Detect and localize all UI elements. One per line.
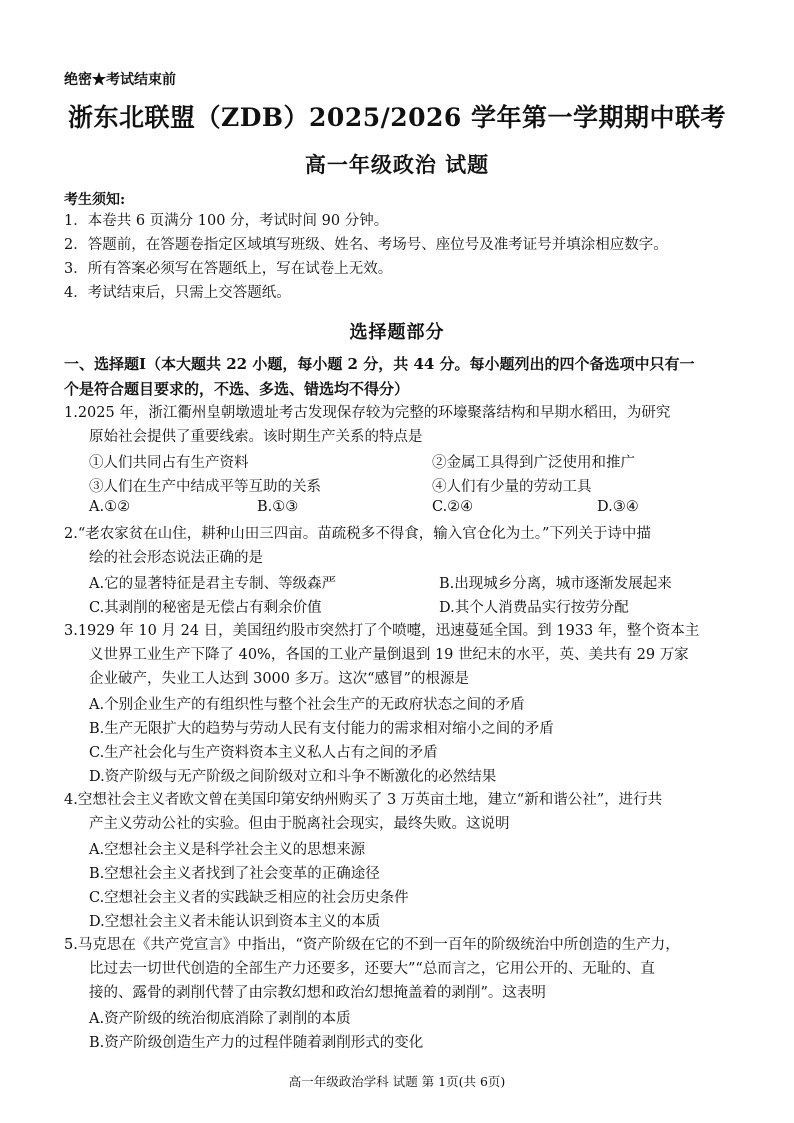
question-4-option-a: A.空想社会主义是科学社会主义的思想来源: [89, 842, 366, 858]
question-2-option-c: C.其剥削的秘密是无偿占有剩余价值: [89, 600, 322, 616]
question-3-option-b: B.生产无限扩大的趋势与劳动人民有支付能力的需求相对缩小之间的矛盾: [89, 721, 554, 737]
question-5-stem: 接的、露骨的剥削代替了由宗教幻想和政治幻想掩盖着的剥削”。这表明: [89, 985, 546, 1001]
question-3-stem: 义世界工业生产下降了 40%，各国的工业产量倒退到 19 世纪末的水平，英、美共有 29 万家: [89, 647, 689, 663]
question-3-stem: 企业破产，失业工人达到 3000 多万。这次“感冒”的根源是: [89, 671, 469, 687]
question-3-option-a: A.个别企业生产的有组织性与整个社会生产的无政府状态之间的矛盾: [89, 697, 525, 713]
question-1-statement: ③人们在生产中结成平等互助的关系: [89, 479, 321, 495]
question-1-statement: ④人们有少量的劳动工具: [432, 479, 592, 495]
question-3-stem: 3.1929 年 10 月 24 日，美国纽约股市突然打了个喷嚏，迅速蔓延全国。到 1933 年，整个资本主: [64, 623, 700, 639]
question-1-option-d: D.③④: [597, 499, 639, 515]
question-5-option-a: A.资产阶级的统治彻底消除了剥削的本质: [89, 1011, 351, 1027]
question-4-stem: 4.空想社会主义者欧文曾在美国印第安纳州购买了 3 万英亩土地，建立“新和谐公社”，进行共: [64, 792, 663, 808]
question-2-option-d: D.其个人消费品实行按劳分配: [439, 600, 629, 616]
question-1-option-c: C.②④: [432, 499, 474, 515]
question-4-option-d: D.空想社会主义者未能认识到资本主义的本质: [89, 914, 381, 930]
confidential-label: 绝密★考试结束前: [64, 72, 176, 88]
exam-subtitle: 高一年级政治 试题: [304, 152, 490, 177]
notice-item: 4．考试结束后，只需上交答题纸。: [64, 285, 291, 301]
notice-item: 1．本卷共 6 页满分 100 分，考试时间 90 分钟。: [64, 213, 389, 229]
question-4-stem: 产主义劳动公社的实验。但由于脱离社会现实，最终失败。这说明: [89, 816, 510, 832]
notice-heading: 考生须知:: [64, 192, 126, 208]
page-footer: 高一年级政治学科 试题 第 1页(共 6页): [288, 1074, 506, 1089]
question-1-option-b: B.①③: [257, 499, 299, 515]
question-3-option-d: D.资产阶级与无产阶级之间阶级对立和斗争不断激化的必然结果: [89, 769, 497, 785]
question-4-option-c: C.空想社会主义者的实践缺乏相应的社会历史条件: [89, 890, 409, 906]
question-2-option-b: B.出现城乡分离，城市逐渐发展起来: [439, 576, 672, 592]
notice-item: 2．答题前，在答题卷指定区域填写班级、姓名、考场号、座位号及准考证号并填涂相应数字。: [64, 237, 668, 253]
question-1-stem: 原始社会提供了重要线索。该时期生产关系的特点是: [89, 429, 423, 445]
part-heading-line: 个是符合题目要求的，不选、多选、错选均不得分）: [64, 380, 410, 398]
question-2-stem: 2.“老农家贫在山住，耕种山田三四亩。苗疏税多不得食，输入官仓化为土。”下列关于诗中描: [64, 526, 651, 542]
question-2-option-a: A.它的显著特征是君主专制、等级森严: [89, 576, 337, 592]
question-1-stem: 1.2025 年，浙江衢州皇朝墩遗址考古发现保存较为完整的环壕聚落结构和早期水稻田，为研究: [64, 405, 671, 421]
question-3-option-c: C.生产社会化与生产资料资本主义私人占有之间的矛盾: [89, 745, 438, 761]
question-1-statement: ②金属工具得到广泛使用和推广: [432, 455, 635, 471]
question-1-option-a: A.①②: [89, 499, 131, 515]
question-5-stem: 5.马克思在《共产党宣言》中指出，“资产阶级在它的不到一百年的阶级统治中所创造的生产力，: [64, 937, 680, 953]
exam-title: 浙东北联盟（ZDB）2025/2026 学年第一学期期中联考: [67, 103, 727, 132]
notice-item: 3．所有答案必须写在答题纸上，写在试卷上无效。: [64, 261, 393, 277]
question-4-option-b: B.空想社会主义者找到了社会变革的正确途径: [89, 866, 380, 882]
question-2-stem: 绘的社会形态说法正确的是: [89, 550, 263, 566]
question-5-option-b: B.资产阶级创造生产力的过程伴随着剥削形式的变化: [89, 1035, 424, 1051]
section-title: 选择题部分: [349, 322, 445, 343]
question-5-stem: 比过去一切世代创造的全部生产力还要多，还要大”“总而言之，它用公开的、无耻的、直: [89, 961, 655, 977]
part-heading-line: 一、选择题Ⅰ（本大题共 22 小题，每小题 2 分，共 44 分。每小题列出的四个备选项中只有一: [64, 355, 695, 373]
question-1-statement: ①人们共同占有生产资料: [89, 455, 249, 471]
